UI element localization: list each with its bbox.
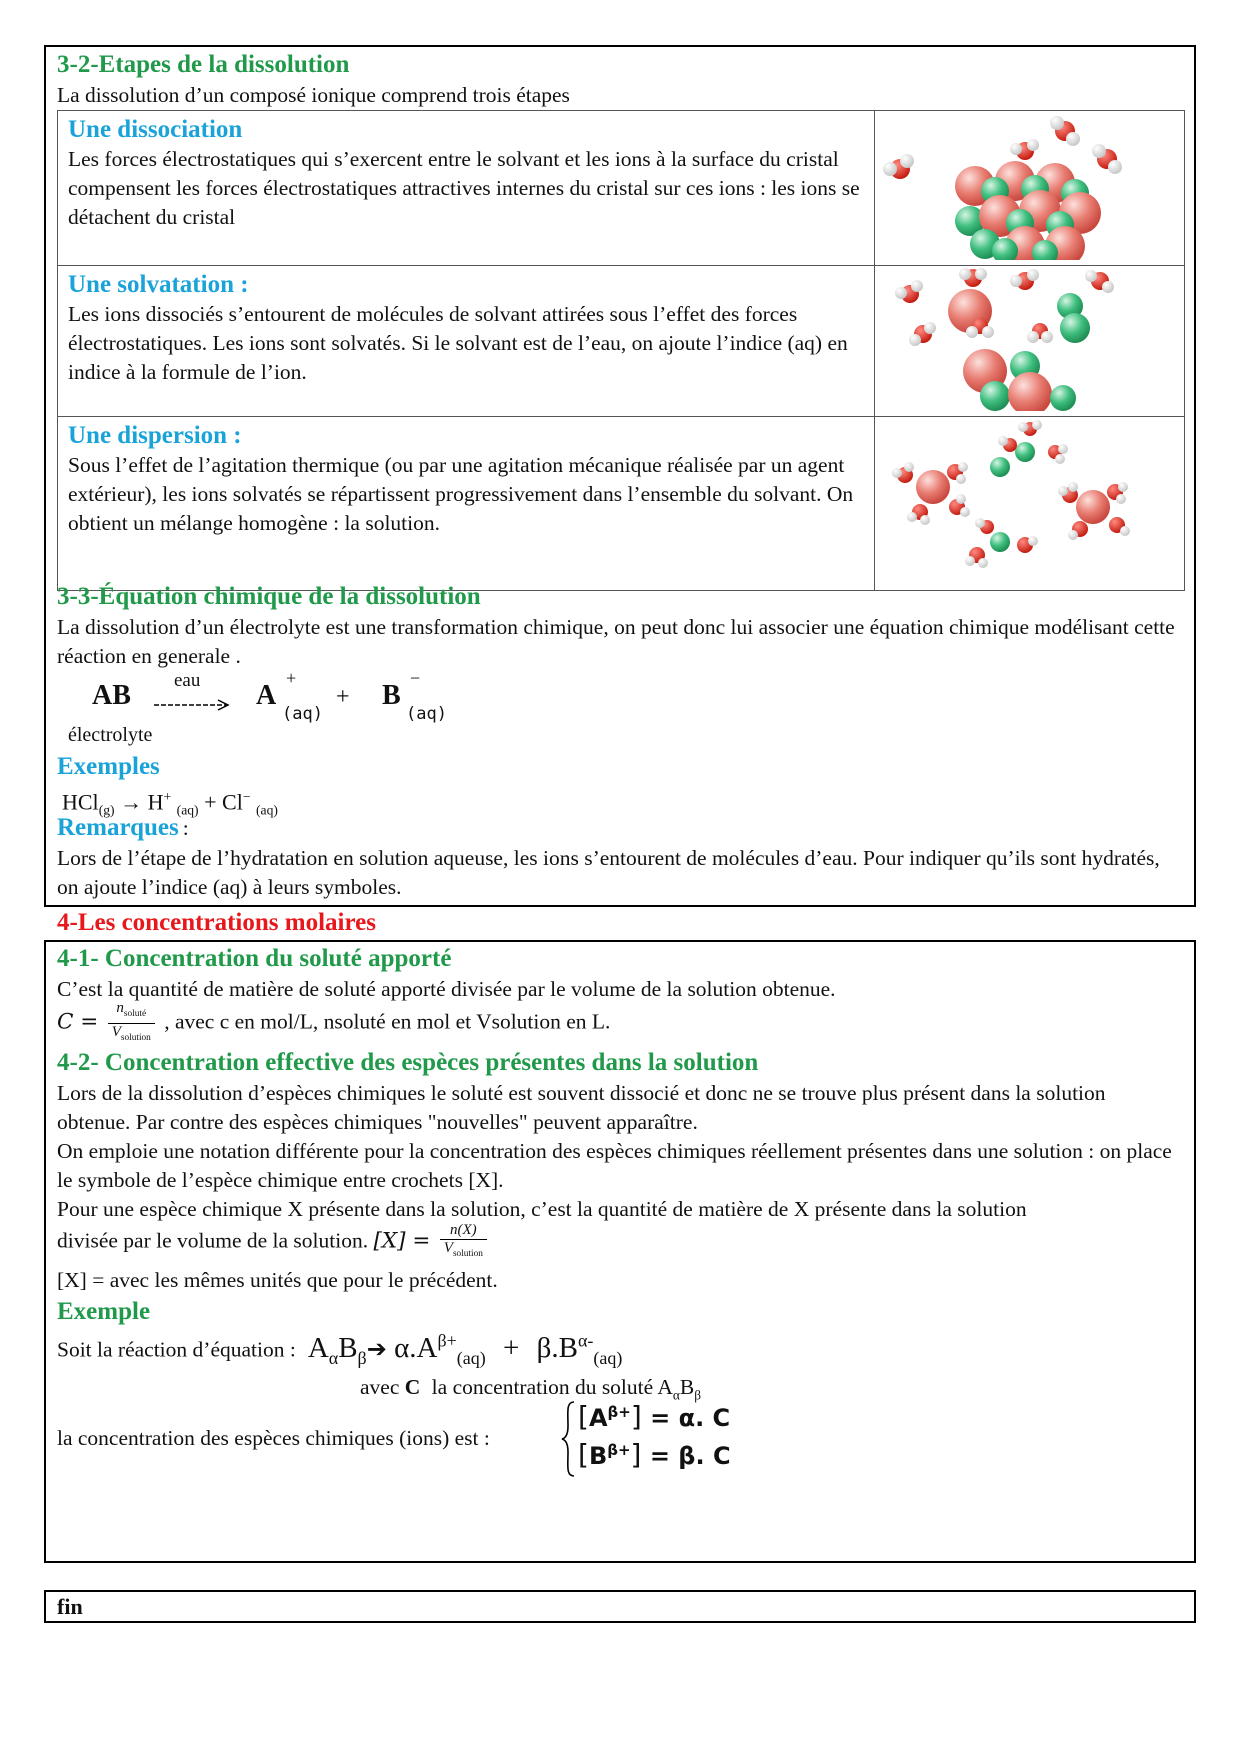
step-text-cell [58, 111, 875, 266]
ions-concentration-prefix: la concentration des espèces chimiques (ions) est : [57, 1426, 490, 1450]
eq-arrow-label: eau [174, 670, 201, 691]
ion-a-charge: β+ [607, 1403, 631, 1421]
with-c-prefix: avec [360, 1375, 400, 1399]
reaction-prefix: Soit la réaction d’équation : [57, 1337, 296, 1362]
h-ion-state: (aq) [176, 802, 199, 818]
step-row-dispersion [58, 417, 1185, 591]
solute-alpha: α [328, 1347, 339, 1368]
hcl-state: (g) [98, 802, 115, 818]
remarks-text: Lors de l’étape de l’hydratation en solution aqueuse, les ions s’entourent de molécules d’eau. Pour indiquer qu’ils sont hydratés, on ajoute l’indice (aq) à leurs symboles. [57, 846, 1160, 899]
ion-b-value: = β. C [649, 1442, 731, 1470]
solute-b: B [338, 1331, 358, 1364]
step-text-cell [58, 266, 875, 417]
anion-term: β.B [536, 1331, 578, 1364]
h-ion: H [147, 789, 164, 815]
hcl-plus: + [204, 789, 217, 815]
hcl-formula: HCl [62, 789, 99, 815]
with-c-symbol: C [404, 1375, 421, 1399]
eq-cation-charge: + [286, 668, 297, 688]
formula-c-denominator [108, 1024, 155, 1047]
section-4-1-title: 4-1- Concentration du soluté apporté [57, 945, 452, 972]
eq-cation: A [256, 680, 277, 711]
with-c-beta: β [694, 1387, 702, 1403]
ions-concentration-system [560, 1400, 740, 1478]
dispersion-illustration [875, 417, 1185, 591]
formula-x-lhs: [X] = [373, 1228, 431, 1254]
with-c-alpha: α [672, 1387, 680, 1403]
remarks-colon: : [182, 816, 189, 840]
bracket-open: [ [578, 1438, 589, 1471]
ion-a-concentration-line [578, 1400, 730, 1433]
formula-c-n-sub: soluté [123, 1009, 147, 1019]
cation-state: (aq) [456, 1347, 486, 1368]
ion-b-concentration-line [578, 1438, 731, 1471]
ion-solvatation-figure [875, 266, 1183, 411]
formula-c-fraction [108, 1000, 155, 1047]
step-heading-solvatation: Une solvatation : [68, 271, 249, 298]
step-row-dissociation [58, 111, 1185, 266]
h-ion-charge: + [163, 789, 172, 804]
formula-c-n: n [116, 1000, 124, 1016]
bracket-open: [ [578, 1400, 589, 1433]
footer-text: fin [57, 1594, 83, 1619]
formula-x-v-sub: solution [452, 1249, 483, 1259]
formula-x-numerator: n(X) [440, 1222, 487, 1240]
eq-arrow-icon [152, 698, 232, 712]
section-3-2-intro: La dissolution d’un composé ionique comprend trois étapes [57, 83, 570, 107]
example-title: Exemple [57, 1298, 151, 1325]
bracket-close: ] [630, 1400, 642, 1433]
examples-title: Exemples [57, 753, 160, 780]
step-heading-dispersion: Une dispersion : [68, 422, 242, 449]
step-heading-dissociation: Une dissociation [68, 116, 243, 143]
formula-x-v: V [443, 1240, 453, 1256]
ion-a-value: = α. C [650, 1404, 731, 1432]
effective-concentration-line [57, 1222, 491, 1263]
dissolution-general-equation [68, 668, 470, 758]
ion-dispersion-figure [875, 417, 1183, 585]
solute-a: A [307, 1331, 329, 1364]
bracket-close: ] [630, 1438, 642, 1471]
with-c-a: A [657, 1375, 673, 1399]
formula-c-units: , avec c en mol/L, nsoluté en mol et Vsolution en L. [164, 1009, 611, 1034]
dissociation-illustration [875, 111, 1185, 266]
section-3-2-title: 3-2-Etapes de la dissolution [57, 51, 350, 78]
section-4-2-para1: Lors de la dissolution d’espèces chimiques le soluté est souvent dissocié et donc ne se trouve plus présent dans la solution obtenue. Par contre des espèces chimiques "nouvelles" peuvent apparaître. [57, 1081, 1106, 1134]
with-c-b: B [679, 1375, 695, 1399]
cl-ion: Cl [222, 789, 243, 815]
section-4-2-para4: divisée par le volume de la solution. [57, 1228, 369, 1253]
eq-plus: + [336, 684, 350, 710]
ion-b-symbol: B [588, 1442, 608, 1470]
left-brace-icon [560, 1400, 576, 1478]
formula-x-fraction [440, 1222, 487, 1263]
eq-anion: B [382, 680, 401, 711]
cl-ion-charge: − [242, 789, 251, 804]
formula-c-v: V [111, 1024, 121, 1040]
ion-a-symbol: A [588, 1404, 608, 1432]
solute-concentration-formula [57, 1000, 610, 1047]
formula-c-lhs: C = [57, 1009, 99, 1035]
anion-state: (aq) [593, 1347, 623, 1368]
section-4-2-title: 4-2- Concentration effective des espèces présentes dans la solution [57, 1049, 759, 1076]
reaction-arrow-icon: ➔ [366, 1334, 387, 1363]
with-c-suffix: la concentration du soluté [431, 1375, 654, 1399]
eq-anion-charge: − [410, 668, 421, 688]
crystal-dissociation-figure [875, 111, 1183, 260]
section-4-2-units: [X] = avec les mêmes unités que pour le précédent. [57, 1268, 498, 1292]
formula-c-v-sub: solution [120, 1033, 151, 1043]
step-text-solvatation: Les ions dissociés s’entourent de molécules de solvant attirées sous l’effet des forces électrostatiques. Les ions sont solvatés. Si le solvant est de l’eau, on ajoute l’indice (aq) en indice à la formule de l’ion. [68, 302, 848, 384]
eq-anion-state: (aq) [406, 704, 447, 724]
step-text-dispersion: Sous l’effet de l’agitation thermique (ou par une agitation mécanique réalisée par un agent extérieur), les ions solvatés se répartissent progressivement dans l’ensemble du solvant. On obtient un mélange homogène : la solution. [68, 453, 854, 535]
hcl-arrow: → [120, 789, 143, 815]
reaction-equation [300, 1330, 623, 1368]
dissolution-steps-table [57, 110, 1185, 591]
step-text-dissociation: Les forces électrostatiques qui s’exercent entre le solvant et les ions à la surface du cristal compensent les forces électrostatiques attractives internes du cristal sur ces ions : les ions se détachent du cristal [68, 147, 860, 229]
section-4-1-text: C’est la quantité de matière de soluté apporté divisée par le volume de la solution obtenue. [57, 977, 836, 1001]
cation-charge: β+ [437, 1330, 457, 1350]
anion-charge: α- [577, 1330, 594, 1350]
eq-reactant-caption: électrolyte [68, 724, 153, 746]
remarks-title: Remarques [57, 814, 179, 841]
formula-x-denominator [440, 1240, 487, 1263]
solute-beta: β [357, 1347, 367, 1368]
section-4-2-para3: Pour une espèce chimique X présente dans la solution, c’est la quantité de matière de X présente dans la solution [57, 1197, 1027, 1221]
section-4-title: 4-Les concentrations molaires [57, 909, 376, 936]
step-text-cell [58, 417, 875, 591]
remarks-heading [57, 813, 189, 843]
ion-b-charge: β+ [607, 1441, 631, 1459]
example-reaction-line [57, 1330, 622, 1368]
eq-cation-state: (aq) [282, 704, 323, 724]
footer-frame [44, 1590, 1196, 1623]
section-4-2-para2: On emploie une notation différente pour la concentration des espèces chimiques réellement présentes dans une solution : on place le symbole de l’espèce chimique entre crochets [X]. [57, 1139, 1172, 1192]
cation-term: α.A [394, 1331, 438, 1364]
solvatation-illustration [875, 266, 1185, 417]
cl-ion-state: (aq) [256, 802, 278, 818]
reaction-plus: + [503, 1331, 520, 1364]
eq-reactant: AB [92, 680, 131, 711]
section-3-3-title: 3-3-Équation chimique de la dissolution [57, 583, 481, 610]
section-3-3-intro: La dissolution d’un électrolyte est une transformation chimique, on peut donc lui associer une équation chimique modélisant cette réaction en generale . [57, 615, 1175, 668]
formula-c-numerator [108, 1000, 155, 1024]
step-row-solvatation [58, 266, 1185, 417]
